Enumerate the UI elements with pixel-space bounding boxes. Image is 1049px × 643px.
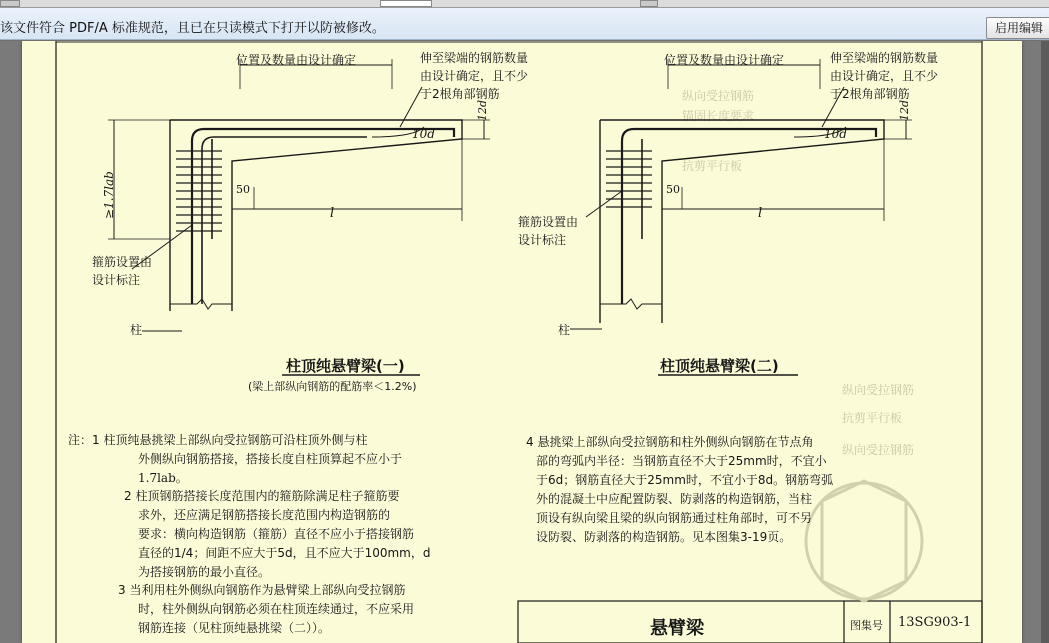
left-leader	[400, 87, 422, 127]
note-4-line-2: 部的弯弧内半径：当钢筋直径不大于25mm时，不宜小	[536, 454, 827, 468]
bleed-through-text: 抗剪平行板	[842, 411, 903, 425]
left-label-beam-end: 伸至梁端的钢筋数量	[420, 51, 529, 65]
right-dim-10d-label: 10d	[824, 127, 847, 141]
right-column-label: 柱	[558, 323, 571, 337]
right-label-beam-end-2: 由设计确定，且不少	[830, 69, 939, 83]
right-dim-l-label: l	[758, 206, 763, 221]
toolbar-button[interactable]	[640, 0, 658, 7]
note-2-line-4: 直径的1/4；间距不应大于5d，且不应大于100mm，d	[138, 546, 431, 560]
right-dim-12d-label: 12d	[898, 99, 911, 121]
note-2-line-1: 2 柱顶钢筋搭接长度范围内的箍筋除满足柱子箍筋要	[124, 489, 400, 503]
note-4-line-4: 外的混凝土中应配置防裂、防剥落的构造钢筋，当柱	[536, 492, 813, 506]
pdfa-notice-bar	[0, 8, 1049, 40]
left-detail-title: 柱顶纯悬臂梁(一)	[286, 357, 405, 375]
left-dim-10d-label: 10d	[412, 127, 435, 141]
left-break-line	[170, 299, 232, 309]
left-column-label: 柱	[130, 323, 143, 337]
title-block-sheet-label: 图集号	[850, 619, 883, 632]
right-column-sides	[600, 239, 662, 323]
toolbar-button[interactable]	[0, 0, 20, 7]
left-dim-17lab-label: ≥1.7lab	[102, 171, 116, 219]
left-inner-rebar	[202, 137, 367, 304]
document-viewer[interactable]	[0, 41, 1049, 643]
note-4-line-1: 4 悬挑梁上部纵向受拉钢筋和柱外侧纵向钢筋在节点角	[526, 435, 814, 449]
left-dim-l-label: l	[330, 206, 335, 221]
note-2-line-2: 求外，还应满足钢筋搭接长度范围内构造钢筋的	[138, 508, 391, 522]
title-block-sheet-number: 13SG903-1	[898, 615, 972, 630]
note-1-line-2: 外侧纵向钢筋搭接，搭接长度自柱顶算起不应小于	[138, 452, 403, 466]
note-3-line-1: 3 当利用柱外侧纵向钢筋作为悬臂梁上部纵向受拉钢筋	[118, 583, 406, 597]
right-label-beam-end-3: 于2根角部钢筋	[830, 87, 910, 101]
vertical-scrollbar[interactable]	[1041, 41, 1049, 643]
page-number-field[interactable]	[380, 0, 432, 7]
title-block-name: 悬臂梁	[650, 618, 704, 639]
right-label-beam-end: 伸至梁端的钢筋数量	[830, 51, 939, 65]
right-detail-title: 柱顶纯悬臂梁(二)	[660, 357, 779, 375]
note-1-line-3: 1.7lab。	[138, 471, 188, 485]
note-4-line-6: 设防裂、防剥落的构造钢筋。见本图集3-19页。	[536, 530, 792, 544]
note-4-line-5: 顶设有纵向梁且梁的纵向钢筋通过柱角部时，可不另	[536, 511, 813, 525]
right-label-position: 位置及数量由设计确定	[664, 53, 785, 67]
bleed-through-text: 锚固长度要求	[682, 109, 755, 123]
note-2-line-3: 要求：横向构造钢筋（箍筋）直径不应小于搭接钢筋	[138, 527, 415, 541]
left-stirrups	[176, 151, 222, 231]
left-detail-subtitle: (梁上部纵向钢筋的配筋率＜1.2%)	[248, 380, 417, 393]
bleed-through-text: 纵向受拉钢筋	[842, 383, 915, 397]
bleed-through-text: 纵向受拉钢筋	[842, 443, 915, 457]
left-stirrup-label: 箍筋设置由	[92, 255, 153, 269]
reader-toolbar	[0, 0, 1049, 8]
right-dim-50-label: 50	[666, 183, 680, 196]
left-label-position: 位置及数量由设计确定	[236, 53, 357, 67]
note-2-line-5: 为搭接钢筋的最小直径。	[138, 565, 271, 579]
note-4-line-3: 于6d；钢筋直径大于25mm时，不宜小于8d。钢筋弯弧	[536, 473, 834, 487]
left-label-beam-end-3: 于2根角部钢筋	[420, 87, 500, 101]
right-top-rebar	[622, 129, 876, 304]
bleed-through-text: 纵向受拉钢筋	[682, 89, 755, 103]
left-stirrup-label-2: 设计标注	[92, 273, 141, 287]
note-3-line-3: 钢筋连接（见柱顶纯悬挑梁（二））。	[138, 621, 331, 635]
left-dim-50-label: 50	[236, 183, 250, 196]
enable-editing-button[interactable]: 启用编辑	[986, 17, 1049, 39]
right-stirrups	[606, 151, 652, 207]
right-stirrup-label-2: 设计标注	[518, 233, 567, 247]
watermark-logo	[806, 481, 922, 601]
note-1-line-1: 注：1 柱顶纯悬挑梁上部纵向受拉钢筋可沿柱顶外侧与柱	[68, 433, 368, 447]
right-stirrup-leader	[586, 191, 622, 217]
pdf-page	[22, 41, 1022, 643]
left-label-beam-end-2: 由设计确定，且不少	[420, 69, 529, 83]
bleed-through-text: 抗剪平行板	[682, 159, 743, 173]
note-3-line-2: 时，柱外侧纵向钢筋必须在柱顶连续通过，不应采用	[138, 602, 415, 616]
right-break-line	[600, 299, 662, 309]
left-dim-12d-label: 12d	[476, 99, 489, 121]
right-stirrup-label: 箍筋设置由	[518, 215, 579, 229]
notice-message: 该文件符合 PDF/A 标准规范，且已在只读模式下打开以防被修改。	[0, 21, 385, 36]
